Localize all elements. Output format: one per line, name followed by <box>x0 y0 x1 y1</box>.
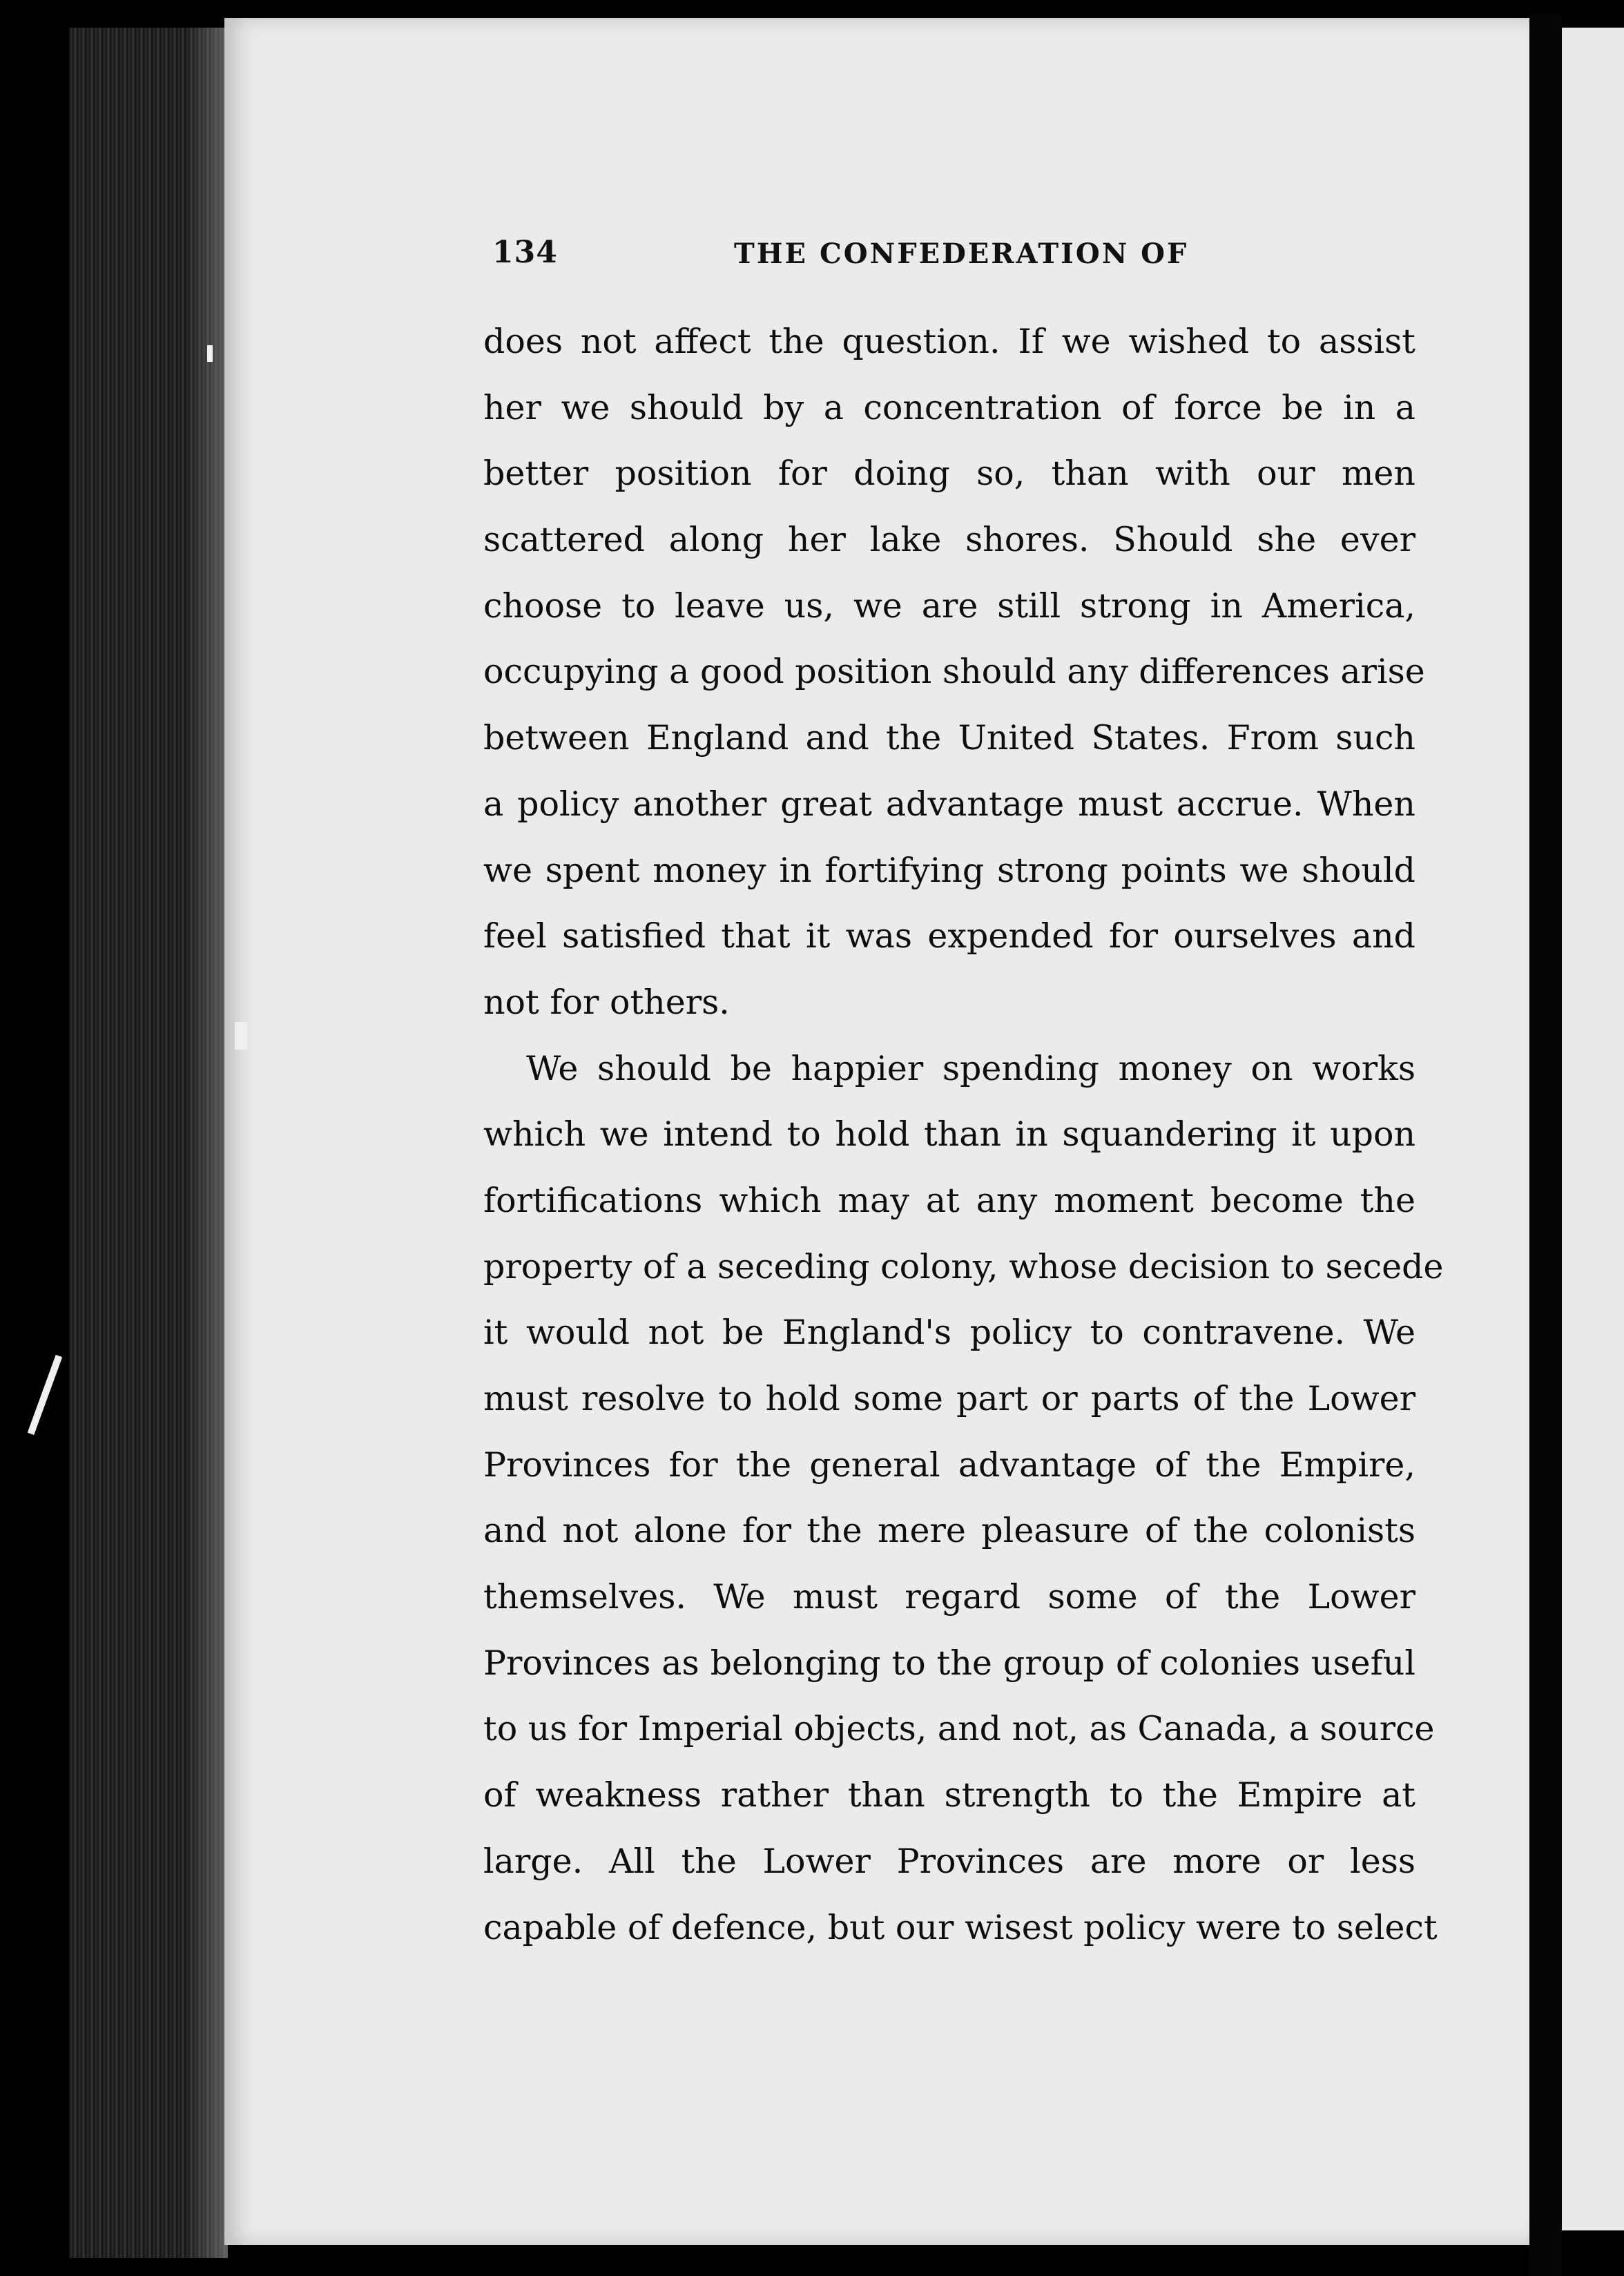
body-text <box>483 309 1444 1960</box>
text-line: to us for Imperial objects, and not, as Canada, a source <box>483 1709 1435 1749</box>
text-line: feel satisfied that it was expended for ourselves and <box>483 916 1415 956</box>
running-head <box>492 235 1418 276</box>
text-line: fortifications which may at any moment become the <box>483 1180 1415 1220</box>
text-line: Provinces as belonging to the group of colonies useful <box>483 1643 1415 1683</box>
text-line: We should be happier spending money on works <box>526 1048 1415 1088</box>
text-line: must resolve to hold some part or parts of the Lower <box>483 1379 1415 1418</box>
text-line: better position for doing so, than with our men <box>483 454 1415 494</box>
facing-page-edge <box>1562 28 1624 2230</box>
text-line: we spent money in fortifying strong points we should <box>483 850 1415 890</box>
text-line: and not alone for the mere pleasure of the colonists <box>483 1511 1415 1551</box>
text-line: a policy another great advantage must accrue. When <box>483 784 1415 824</box>
text-line: not for others. <box>483 982 730 1022</box>
text-line: large. All the Lower Provinces are more or less <box>483 1841 1415 1881</box>
text-line: capable of defence, but our wisest policy were to select <box>483 1907 1438 1947</box>
scan-artifact <box>235 1022 247 1050</box>
text-line: of weakness rather than strength to the Empire at <box>483 1775 1415 1815</box>
text-line: choose to leave us, we are still strong in America, <box>483 586 1415 626</box>
running-title: THE CONFEDERATION OF <box>734 238 1189 270</box>
text-line: it would not be England's policy to contravene. We <box>483 1313 1415 1353</box>
text-line: does not affect the question. If we wished to assist <box>483 322 1415 361</box>
text-line: between England and the United States. From such <box>483 718 1415 758</box>
text-line: themselves. We must regard some of the Lower <box>483 1577 1415 1617</box>
text-line: property of a seceding colony, whose decision to secede <box>483 1246 1444 1286</box>
page-edge-shading <box>186 28 228 2258</box>
text-line: which we intend to hold than in squandering it upon <box>483 1115 1415 1155</box>
book-gutter <box>1529 14 1562 2276</box>
text-line: occupying a good position should any differences arise <box>483 652 1425 692</box>
page-number: 134 <box>492 235 558 270</box>
text-line: Provinces for the general advantage of the Empire, <box>483 1445 1415 1485</box>
scan-artifact <box>207 345 213 362</box>
text-line: scattered along her lake shores. Should she ever <box>483 520 1415 560</box>
scan-artifact <box>28 1355 62 1435</box>
text-line: her we should by a concentration of force be in a <box>483 387 1415 427</box>
